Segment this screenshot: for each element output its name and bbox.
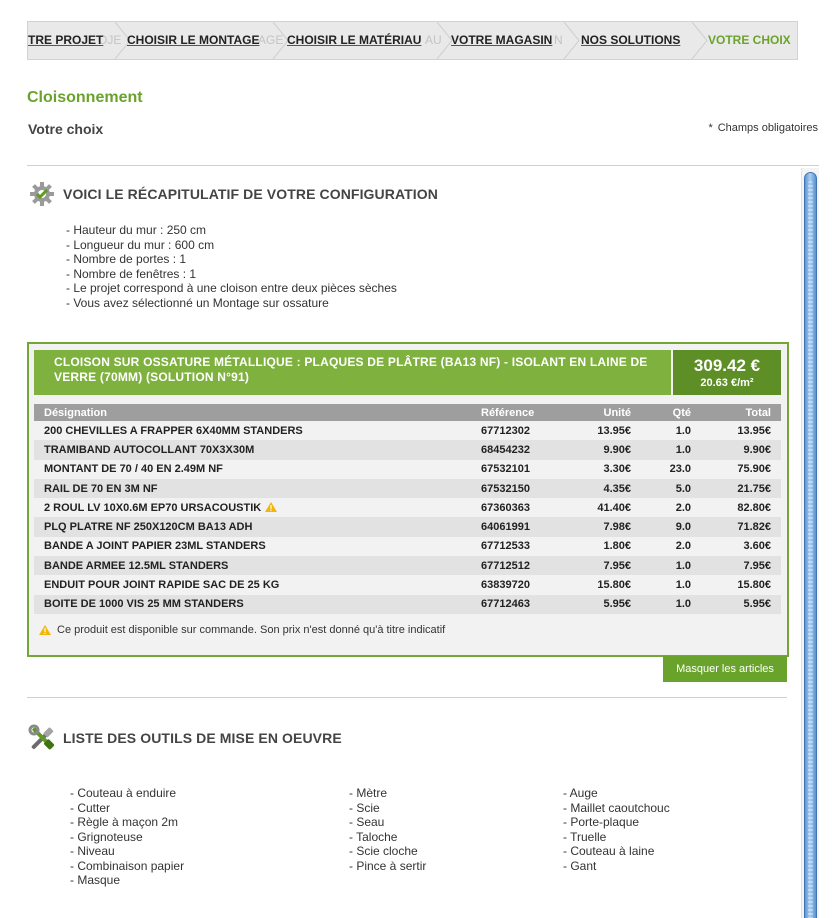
step-separator-icon <box>691 22 709 59</box>
cell-qty: 1.0 <box>641 556 701 575</box>
tool-item: - Cutter <box>70 800 111 815</box>
table-row <box>34 595 781 614</box>
cell-total: 71.82€ <box>701 517 781 536</box>
col-unit: Unité <box>561 404 641 421</box>
gear-icon <box>28 180 56 208</box>
tool-item: - Couteau à laine <box>563 844 655 858</box>
step-label[interactable]: CHOISIR LE MONTAGE <box>127 33 260 47</box>
cell-designation: ENDUIT POUR JOINT RAPIDE SAC DE 25 KG <box>34 575 471 594</box>
tool-item: - Combinaison papier <box>70 858 185 873</box>
config-summary-list <box>66 223 397 311</box>
step-label[interactable]: CHOISIR LE MATÉRIAU <box>287 33 422 47</box>
tool-item: - Couteau à enduire <box>70 786 177 800</box>
config-item: - Nombre de portes : 1 <box>66 252 187 267</box>
scrollbar[interactable] <box>801 168 819 918</box>
step-solutions[interactable] <box>581 22 680 59</box>
tool-item: - Niveau <box>70 844 115 858</box>
page-title: Cloisonnement <box>27 89 143 106</box>
cell-designation: MONTANT DE 70 / 40 EN 2.49M NF <box>34 460 471 479</box>
table-row <box>34 440 781 459</box>
cell-total: 75.90€ <box>701 460 781 479</box>
col-total: Total <box>701 404 781 421</box>
divider <box>27 697 787 698</box>
step-label: VOTRE CHOIX <box>708 33 791 47</box>
cell-reference: 64061991 <box>471 517 561 536</box>
cell-total: 21.75€ <box>701 479 781 498</box>
cell-qty: 2.0 <box>641 498 701 517</box>
tool-item: - Seau <box>349 815 385 829</box>
cell-unit: 1.80€ <box>561 537 641 556</box>
cell-designation: BOITE DE 1000 VIS 25 MM STANDERS <box>34 595 471 614</box>
tool-item: - Grignoteuse <box>70 829 143 844</box>
cell-reference: 67712512 <box>471 556 561 575</box>
cell-designation: BANDE A JOINT PAPIER 23ML STANDERS <box>34 537 471 556</box>
hide-articles-button[interactable]: Masquer les articles <box>663 656 787 682</box>
step-ghost-text: AU <box>425 33 442 47</box>
cell-unit: 4.35€ <box>561 479 641 498</box>
table-row <box>34 517 781 536</box>
tools-list-col-2 <box>349 786 426 873</box>
solution-price-per-m2: 20.63 €/m² <box>700 377 754 389</box>
cell-unit: 13.95€ <box>561 421 641 440</box>
step-montage[interactable] <box>127 22 284 59</box>
cell-designation: TRAMIBAND AUTOCOLLANT 70X3X30M <box>34 440 471 459</box>
step-separator-icon <box>563 22 581 59</box>
tool-item: - Taloche <box>349 829 398 844</box>
tool-item: - Porte-plaque <box>563 815 640 829</box>
config-item: - Hauteur du mur : 250 cm <box>66 223 207 237</box>
cell-total: 15.80€ <box>701 575 781 594</box>
cell-designation: RAIL DE 70 EN 3M NF <box>34 479 471 498</box>
cell-designation-text: 2 ROUL LV 10X0.6M EP70 URSACOUSTIK <box>44 501 262 514</box>
cell-unit: 7.95€ <box>561 556 641 575</box>
cell-qty: 23.0 <box>641 460 701 479</box>
cell-designation <box>34 498 471 517</box>
config-item: - Longueur du mur : 600 cm <box>66 237 215 252</box>
step-projet[interactable] <box>28 22 122 59</box>
cell-total: 9.90€ <box>701 440 781 459</box>
cell-unit: 7.98€ <box>561 517 641 536</box>
config-title: VOICI LE RÉCAPITULATIF DE VOTRE CONFIGURATION <box>63 186 438 202</box>
cell-total: 7.95€ <box>701 556 781 575</box>
cell-designation: BANDE ARMEE 12.5ML STANDERS <box>34 556 471 575</box>
solution-title: CLOISON SUR OSSATURE MÉTALLIQUE : PLAQUES DE PLÂTRE (BA13 NF) - ISOLANT EN LAINE DE VERRE (70MM) (SOLUTION N°91) <box>34 350 671 395</box>
table-row <box>34 479 781 498</box>
cell-qty: 9.0 <box>641 517 701 536</box>
table-row <box>34 556 781 575</box>
table-header-row <box>34 404 781 421</box>
step-votre-choix <box>708 22 791 59</box>
tool-item: - Règle à maçon 2m <box>70 815 179 829</box>
warning-icon <box>265 502 277 512</box>
tools-icon <box>28 724 56 752</box>
cell-reference: 67712533 <box>471 537 561 556</box>
step-label[interactable]: NOS SOLUTIONS <box>581 33 681 47</box>
page-subtitle: Votre choix <box>28 121 104 137</box>
config-item: - Nombre de fenêtres : 1 <box>66 266 197 281</box>
cell-reference: 67712302 <box>471 421 561 440</box>
tool-item: - Gant <box>563 858 597 873</box>
config-item: - Le projet correspond à une cloison entre deux pièces sèches <box>66 281 397 296</box>
tools-section-header <box>28 724 342 752</box>
tool-item: - Scie <box>349 800 380 815</box>
cell-reference: 68454232 <box>471 440 561 459</box>
table-row <box>34 537 781 556</box>
cell-unit: 41.40€ <box>561 498 641 517</box>
cell-total: 13.95€ <box>701 421 781 440</box>
cell-reference: 67360363 <box>471 498 561 517</box>
tools-list-col-3 <box>563 786 670 873</box>
cell-reference: 67712463 <box>471 595 561 614</box>
cell-qty: 1.0 <box>641 440 701 459</box>
step-ghost-text: OJE <box>98 33 122 47</box>
cell-unit: 3.30€ <box>561 460 641 479</box>
step-materiau[interactable] <box>287 22 442 59</box>
tool-item: - Pince à sertir <box>349 858 427 873</box>
tool-item: - Masque <box>70 873 121 887</box>
col-qty: Qté <box>641 404 701 421</box>
cell-qty: 1.0 <box>641 421 701 440</box>
cell-total: 3.60€ <box>701 537 781 556</box>
cell-total: 82.80€ <box>701 498 781 517</box>
config-item: - Vous avez sélectionné un Montage sur ossature <box>66 295 329 310</box>
cell-qty: 1.0 <box>641 575 701 594</box>
table-row <box>34 421 781 440</box>
required-fields-note <box>708 122 818 134</box>
cell-reference: 67532150 <box>471 479 561 498</box>
step-ghost-text: N <box>554 33 563 47</box>
config-section-header <box>28 180 438 208</box>
solution-price: 309.42 € <box>693 356 761 375</box>
divider <box>27 165 819 166</box>
items-table <box>34 404 781 614</box>
step-label[interactable]: VOTRE MAGASIN <box>451 33 553 47</box>
tool-item: - Mètre <box>349 786 388 800</box>
scroll-thumb[interactable] <box>804 172 817 918</box>
cell-qty: 5.0 <box>641 479 701 498</box>
wizard-steps <box>27 21 798 60</box>
cell-qty: 2.0 <box>641 537 701 556</box>
tools-list-col-1 <box>70 786 184 888</box>
col-reference: Référence <box>471 404 561 421</box>
cell-reference: 67532101 <box>471 460 561 479</box>
step-magasin[interactable] <box>451 22 563 59</box>
cell-total: 5.95€ <box>701 595 781 614</box>
cell-designation: PLQ PLATRE NF 250X120CM BA13 ADH <box>34 517 471 536</box>
required-label: Champs obligatoires <box>717 122 818 134</box>
warning-icon <box>39 625 51 635</box>
availability-note <box>39 624 445 636</box>
tools-title: LISTE DES OUTILS DE MISE EN OEUVRE <box>63 730 342 746</box>
step-ghost-text: AGE <box>258 33 284 47</box>
required-star: * <box>708 122 713 134</box>
cell-unit: 5.95€ <box>561 595 641 614</box>
cell-unit: 15.80€ <box>561 575 641 594</box>
tool-item: - Maillet caoutchouc <box>563 800 670 815</box>
table-row <box>34 498 781 517</box>
tool-item: - Scie cloche <box>349 844 418 858</box>
availability-note-text: Ce produit est disponible sur commande. Son prix n'est donné qu'à titre indicatif <box>57 624 446 636</box>
table-row <box>34 575 781 594</box>
solution-box <box>27 342 789 657</box>
cell-qty: 1.0 <box>641 595 701 614</box>
step-label[interactable]: TRE PROJET <box>28 33 104 47</box>
tool-item: - Truelle <box>563 829 607 844</box>
cell-reference: 63839720 <box>471 575 561 594</box>
tool-item: - Auge <box>563 786 598 800</box>
table-row <box>34 460 781 479</box>
cell-unit: 9.90€ <box>561 440 641 459</box>
cell-designation: 200 CHEVILLES A FRAPPER 6X40MM STANDERS <box>34 421 471 440</box>
col-designation: Désignation <box>34 404 471 421</box>
solution-price-box <box>673 350 781 395</box>
